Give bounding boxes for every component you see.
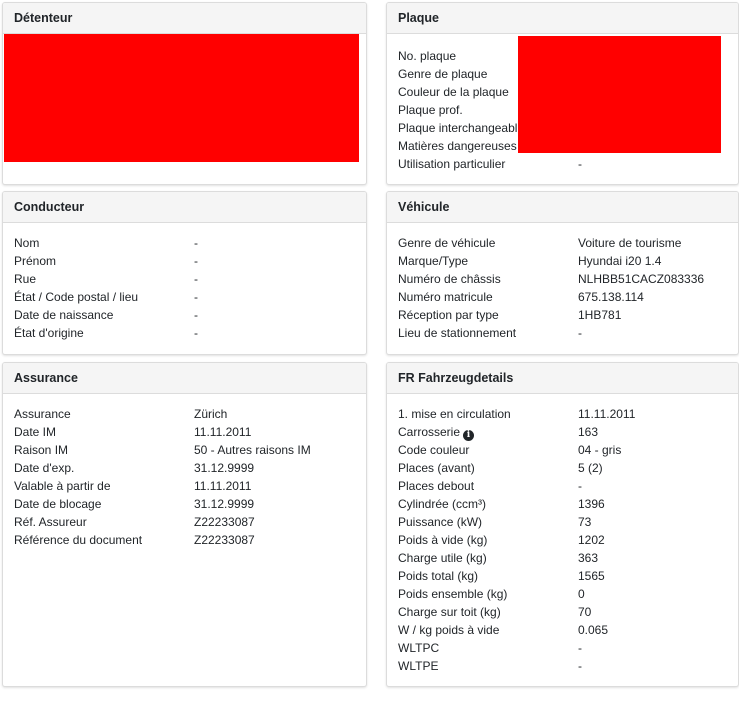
vehicule-header: Véhicule bbox=[387, 192, 738, 223]
field-label: Genre de plaque bbox=[398, 67, 488, 81]
field-value: 163 bbox=[578, 425, 599, 439]
field-value: Voiture de tourisme bbox=[578, 236, 682, 250]
assurance-row bbox=[14, 531, 360, 549]
detenteur-card bbox=[2, 2, 367, 185]
conducteur-row bbox=[14, 288, 360, 306]
assurance-card bbox=[2, 362, 367, 687]
conducteur-header: Conducteur bbox=[3, 192, 366, 223]
field-value: - bbox=[194, 290, 198, 304]
field-value: - bbox=[194, 236, 198, 250]
fahrzeug-row bbox=[398, 441, 732, 459]
field-value: 73 bbox=[578, 515, 592, 529]
fahrzeug-row bbox=[398, 513, 732, 531]
field-label: Date de blocage bbox=[14, 497, 102, 511]
field-value: 50 - Autres raisons IM bbox=[194, 443, 311, 457]
field-value: 1202 bbox=[578, 533, 605, 547]
conducteur-row bbox=[14, 306, 360, 324]
field-value: - bbox=[578, 326, 582, 340]
field-value: 675.138.114 bbox=[578, 290, 644, 304]
field-label: WLTPE bbox=[398, 659, 439, 673]
field-value: 31.12.9999 bbox=[194, 497, 255, 511]
fahrzeug-row bbox=[398, 639, 732, 657]
field-value: - bbox=[194, 326, 198, 340]
field-value: 11.11.2011 bbox=[194, 479, 252, 493]
field-label: Réception par type bbox=[398, 308, 499, 322]
detenteur-header: Détenteur bbox=[3, 3, 366, 34]
redaction-box bbox=[518, 36, 721, 153]
field-label: Prénom bbox=[14, 254, 57, 268]
vehicule-row bbox=[398, 324, 732, 342]
fahrzeug-row bbox=[398, 531, 732, 549]
field-value: 363 bbox=[578, 551, 599, 565]
fahrzeug-row bbox=[398, 405, 732, 423]
field-value: 11.11.2011 bbox=[194, 425, 252, 439]
field-label: Poids ensemble (kg) bbox=[398, 587, 508, 601]
field-value: 11.11.2011 bbox=[578, 407, 636, 421]
vehicule-row bbox=[398, 270, 732, 288]
fahrzeug-row bbox=[398, 423, 732, 441]
assurance-row bbox=[14, 423, 360, 441]
plaque-header: Plaque bbox=[387, 3, 738, 34]
field-value: - bbox=[194, 254, 198, 268]
field-label: Référence du document bbox=[14, 533, 143, 547]
assurance-row bbox=[14, 405, 360, 423]
field-label: WLTPC bbox=[398, 641, 440, 655]
conducteur-row bbox=[14, 234, 360, 252]
field-label: Poids total (kg) bbox=[398, 569, 479, 583]
field-label: Puissance (kW) bbox=[398, 515, 483, 529]
field-value: Zürich bbox=[194, 407, 228, 421]
assurance-row bbox=[14, 513, 360, 531]
field-label: Date d'exp. bbox=[14, 461, 75, 475]
field-value: 5 (2) bbox=[578, 461, 603, 475]
plaque-row bbox=[398, 155, 732, 173]
field-label: Raison IM bbox=[14, 443, 69, 457]
field-value: Z22233087 bbox=[194, 515, 255, 529]
field-value: Z22233087 bbox=[194, 533, 255, 547]
fahrzeug-row bbox=[398, 549, 732, 567]
plaque-card bbox=[386, 2, 739, 185]
field-value: 1396 bbox=[578, 497, 605, 511]
fahrzeug-row bbox=[398, 477, 732, 495]
field-label: Code couleur bbox=[398, 443, 470, 457]
vehicule-card bbox=[386, 191, 739, 355]
field-label: Carrosserie bbox=[398, 425, 461, 439]
vehicule-row bbox=[398, 306, 732, 324]
conducteur-row bbox=[14, 270, 360, 288]
fahrzeug-row bbox=[398, 603, 732, 621]
field-label: Marque/Type bbox=[398, 254, 469, 268]
field-label: Couleur de la plaque bbox=[398, 85, 509, 99]
field-label: Réf. Assureur bbox=[14, 515, 87, 529]
field-value: 0.065 bbox=[578, 623, 609, 637]
assurance-row bbox=[14, 441, 360, 459]
field-value: 70 bbox=[578, 605, 592, 619]
field-value: - bbox=[194, 272, 198, 286]
field-label: Charge utile (kg) bbox=[398, 551, 487, 565]
fahrzeugdetails-header: FR Fahrzeugdetails bbox=[387, 363, 738, 394]
field-label: État / Code postal / lieu bbox=[14, 290, 139, 304]
field-label: W / kg poids à vide bbox=[398, 623, 500, 637]
assurance-header: Assurance bbox=[3, 363, 366, 394]
field-label: Assurance bbox=[14, 407, 71, 421]
field-value: 1565 bbox=[578, 569, 605, 583]
field-value: - bbox=[578, 641, 582, 655]
field-label: État d'origine bbox=[14, 326, 84, 340]
fahrzeug-row bbox=[398, 567, 732, 585]
conducteur-row bbox=[14, 252, 360, 270]
field-label: Utilisation particulier bbox=[398, 157, 506, 171]
fahrzeug-row bbox=[398, 621, 732, 639]
field-label: Places debout bbox=[398, 479, 475, 493]
field-label: Plaque prof. bbox=[398, 103, 463, 117]
field-label: Valable à partir de bbox=[14, 479, 111, 493]
field-label: Places (avant) bbox=[398, 461, 475, 475]
field-label: Poids à vide (kg) bbox=[398, 533, 488, 547]
field-label: Date de naissance bbox=[14, 308, 114, 322]
assurance-row bbox=[14, 459, 360, 477]
field-value: 31.12.9999 bbox=[194, 461, 255, 475]
field-label: Genre de véhicule bbox=[398, 236, 496, 250]
field-label: Charge sur toit (kg) bbox=[398, 605, 501, 619]
field-value: 1HB781 bbox=[578, 308, 622, 322]
field-value: NLHBB51CACZ083336 bbox=[578, 272, 705, 286]
fahrzeug-row bbox=[398, 459, 732, 477]
field-label: Numéro de châssis bbox=[398, 272, 501, 286]
vehicule-row bbox=[398, 252, 732, 270]
field-label: Nom bbox=[14, 236, 40, 250]
field-label: Rue bbox=[14, 272, 37, 286]
field-label: Plaque interchangeabl bbox=[398, 121, 518, 135]
field-label: 1. mise en circulation bbox=[398, 407, 511, 421]
field-label: Matières dangereuses bbox=[398, 139, 517, 153]
assurance-row bbox=[14, 477, 360, 495]
conducteur-card bbox=[2, 191, 367, 355]
field-label: Lieu de stationnement bbox=[398, 326, 517, 340]
fahrzeugdetails-card bbox=[386, 362, 739, 687]
field-label: Cylindrée (ccm³) bbox=[398, 497, 487, 511]
field-value: 04 - gris bbox=[578, 443, 622, 457]
assurance-row bbox=[14, 495, 360, 513]
field-value: - bbox=[578, 659, 582, 673]
field-value: - bbox=[194, 308, 198, 322]
field-value: - bbox=[578, 479, 582, 493]
field-label: Numéro matricule bbox=[398, 290, 493, 304]
vehicule-row bbox=[398, 288, 732, 306]
conducteur-row bbox=[14, 324, 360, 342]
redaction-box bbox=[4, 34, 359, 162]
fahrzeug-row bbox=[398, 495, 732, 513]
fahrzeug-row bbox=[398, 585, 732, 603]
fahrzeug-row bbox=[398, 657, 732, 675]
field-label: Date IM bbox=[14, 425, 57, 439]
field-value: Hyundai i20 1.4 bbox=[578, 254, 662, 268]
field-label: No. plaque bbox=[398, 49, 457, 63]
info-circle-icon[interactable]: i bbox=[463, 430, 474, 441]
vehicule-row bbox=[398, 234, 732, 252]
field-value: - bbox=[578, 157, 582, 171]
field-value: 0 bbox=[578, 587, 585, 601]
